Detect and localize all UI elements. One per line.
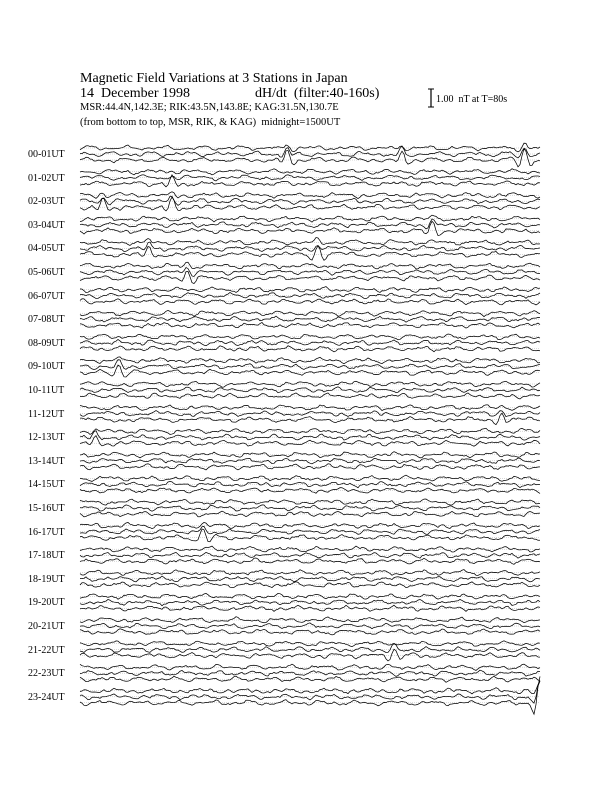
hour-label-09-10UT: 09-10UT [28, 361, 65, 373]
hour-label-05-06UT: 05-06UT [28, 267, 65, 278]
hour-label-03-04UT: 03-04UT [28, 219, 65, 231]
hour-label-20-21UT: 20-21UT [28, 621, 65, 632]
hour-label-10-11UT: 10-11UT [28, 385, 65, 396]
trace-11-12UT-MSR [80, 413, 540, 424]
hour-label-00-01UT: 00-01UT [28, 149, 65, 160]
hour-label-18-19UT: 18-19UT [28, 573, 65, 585]
hour-label-16-17UT: 16-17UT [28, 526, 65, 538]
trace-05-06UT-KAG [80, 262, 540, 269]
trace-05-06UT-MSR [80, 271, 540, 283]
trace-10-11UT-KAG [80, 381, 540, 387]
chart-title: Magnetic Field Variations at 3 Stations in Japan [80, 71, 348, 86]
trace-02-03UT-MSR [80, 197, 540, 211]
hour-label-07-08UT: 07-08UT [28, 314, 65, 326]
scale-label: 1.00 nT at T=80s [436, 94, 508, 105]
trace-18-19UT-KAG [80, 570, 540, 576]
chart-date: 14 December 1998 [80, 86, 191, 101]
trace-23-24UT-MSR [80, 676, 540, 714]
hour-label-22-23UT: 22-23UT [28, 668, 65, 680]
hour-label-17-18UT: 17-18UT [28, 550, 65, 562]
hour-label-15-16UT: 15-16UT [28, 503, 65, 514]
trace-05-06UT-RIK [80, 267, 540, 276]
trace-02-03UT-RIK [80, 196, 540, 205]
hour-label-23-24UT: 23-24UT [28, 691, 65, 703]
trace-03-04UT-MSR [80, 221, 540, 235]
chart-quantity: dH/dt (filter:40-160s) [255, 86, 380, 101]
trace-10-11UT-RIK [80, 387, 540, 393]
trace-23-24UT-KAG [80, 681, 540, 694]
trace-07-08UT-KAG [80, 310, 540, 316]
trace-20-21UT-KAG [80, 617, 540, 623]
trace-07-08UT-RIK [80, 316, 540, 322]
station-coordinates: MSR:44.4N,142.3E; RIK:43.5N,143.8E; KAG:31.5N,130.7E [80, 102, 339, 113]
hour-label-02-03UT: 02-03UT [28, 196, 65, 208]
trace-order-note: (from bottom to top, MSR, RIK, & KAG) midnight=1500UT [80, 117, 341, 128]
hour-label-04-05UT: 04-05UT [28, 243, 65, 255]
trace-00-01UT-MSR [80, 149, 540, 167]
hour-label-08-09UT: 08-09UT [28, 337, 65, 349]
hour-label-06-07UT: 06-07UT [28, 290, 65, 302]
trace-01-02UT-RIK [80, 175, 540, 181]
trace-06-07UT-MSR [80, 299, 540, 305]
hour-label-19-20UT: 19-20UT [28, 597, 65, 609]
trace-12-13UT-RIK [80, 431, 540, 441]
hour-label-12-13UT: 12-13UT [28, 432, 65, 444]
hour-label-11-12UT: 11-12UT [28, 408, 65, 420]
trace-08-09UT-RIK [80, 339, 540, 345]
hour-label-13-14UT: 13-14UT [28, 455, 65, 467]
hour-label-01-02UT: 01-02UT [28, 172, 65, 184]
trace-14-15UT-RIK [80, 482, 540, 488]
trace-21-22UT-RIK [80, 644, 540, 653]
trace-00-01UT-KAG [80, 143, 540, 152]
hour-label-21-22UT: 21-22UT [28, 644, 65, 656]
trace-04-05UT-KAG [80, 238, 540, 246]
hour-label-14-15UT: 14-15UT [28, 479, 65, 491]
